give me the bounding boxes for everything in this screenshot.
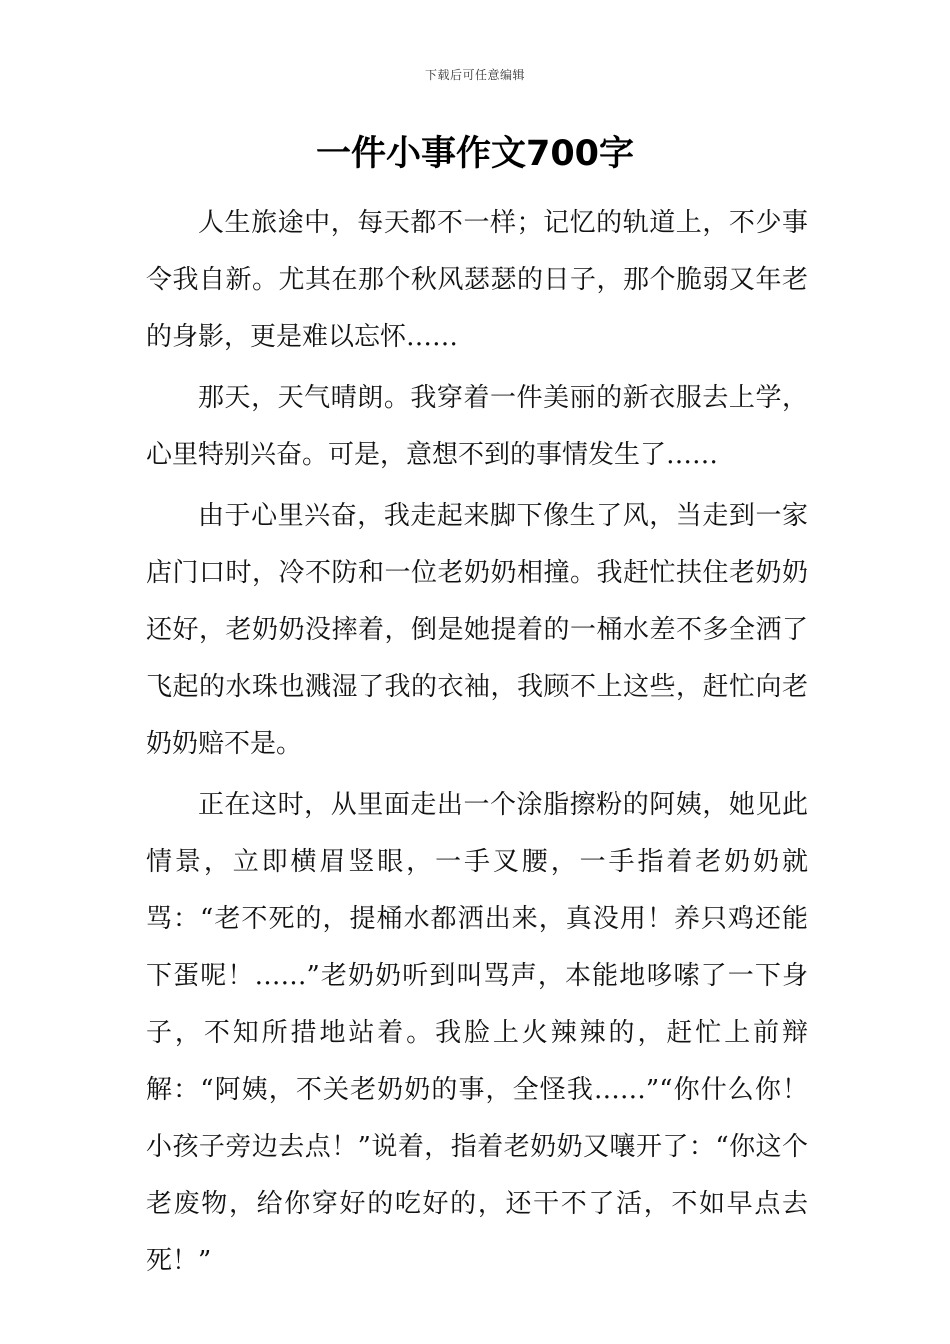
paragraph-4: 正在这时，从里面走出一个涂脂擦粉的阿姨，她见此情景，立即横眉竖眼，一手叉腰，一手指着老奶奶就骂：“老不死的，提桶水都洒出来，真没用！养只鸡还能下蛋呢！……”老奶奶听到叫骂声，本能地哆嗦了一下身子，不知所措地站着。我脸上火辣辣的，赶忙上前辩解：“阿姨，不关老奶奶的事，全怪我……”“你什么你！小孩子旁边去点！”说着，指着老奶奶又嚷开了：“你这个老废物，给你穿好的吃好的，还干不了活，不如早点去死！” — [146, 790, 808, 1276]
document-title: 一件小事作文700字 — [315, 134, 635, 174]
header-note: 下载后可任意编辑 — [424, 68, 525, 82]
paragraph-2: 那天，天气晴朗。我穿着一件美丽的新衣服去上学，心里特别兴奋。可是，意想不到的事情发生了…… — [146, 383, 808, 470]
paragraph-3: 由于心里兴奋，我走起来脚下像生了风，当走到一家店门口时，冷不防和一位老奶奶相撞。我赶忙扶住老奶奶还好，老奶奶没摔着，倒是她提着的一桶水差不多全洒了飞起的水珠也溅湿了我的衣袖，我顾不上这些，赶忙向老奶奶赔不是。 — [146, 501, 808, 759]
paragraph-1: 人生旅途中，每天都不一样；记忆的轨道上，不少事令我自新。尤其在那个秋风瑟瑟的日子，那个脆弱又年老的身影，更是难以忘怀…… — [146, 208, 808, 352]
document-body — [146, 195, 808, 1294]
